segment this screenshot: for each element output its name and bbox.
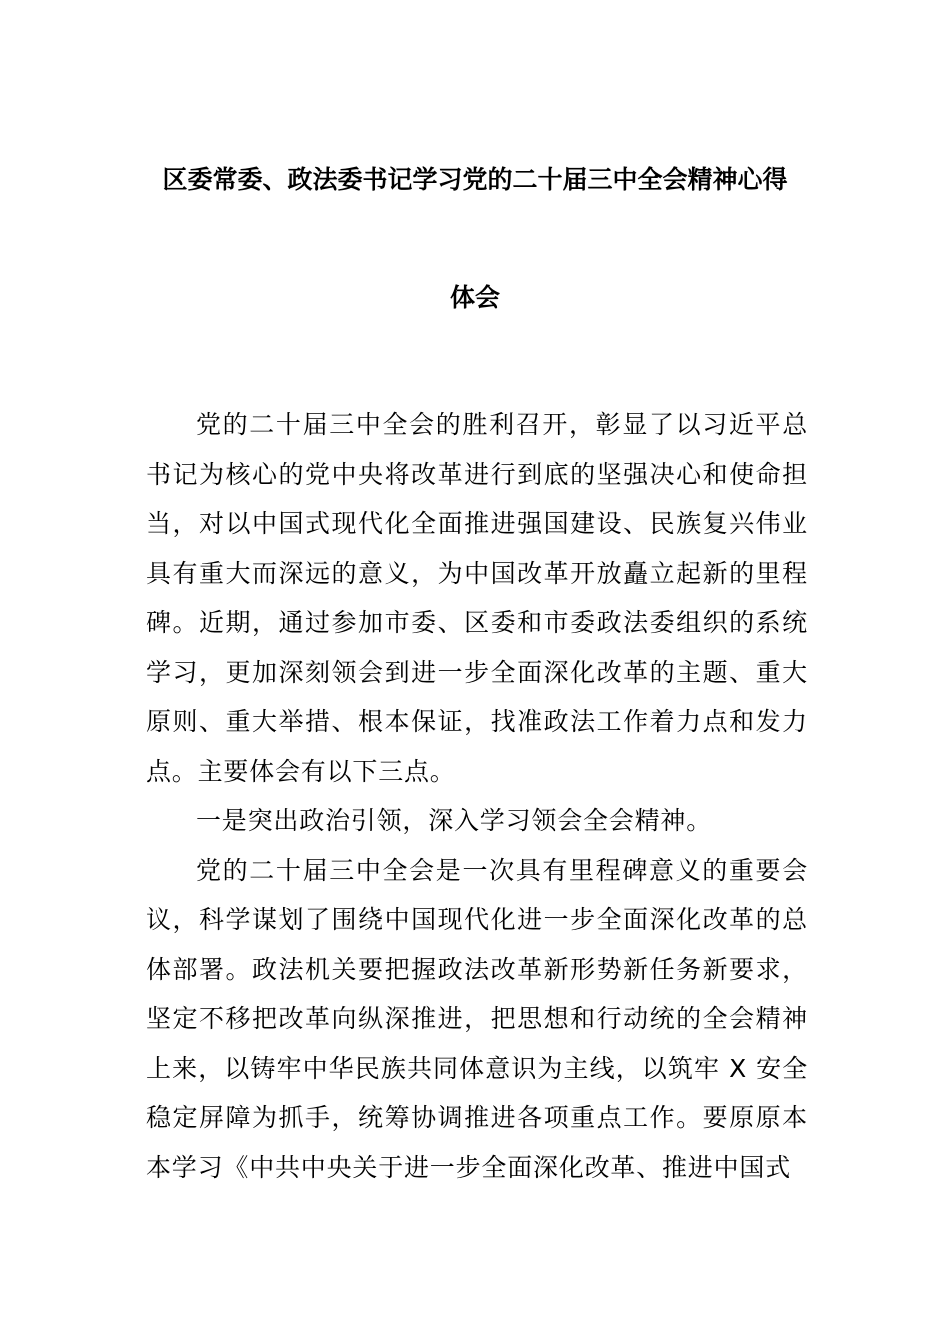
document-title-line-2: 体会: [449, 283, 500, 312]
paragraph-point-one-heading: 一是突出政治引领，深入学习领会全会精神。: [196, 806, 713, 835]
paragraph-point-one-body: 党的二十届三中全会是一次具有里程碑意义的重要会议，科学谋划了围绕中国现代化进一步全面深化改革的总体部署。政法机关要把握政法改革新形势新任务新要求，坚定不移把改革向纵深推进，把思想和行动统的全会精神上来，以铸牢中华民族共同体意识为主线，以筑牢 X 安全稳定屏障为抓手，统筹协调推进各项重点工作。要原原本本学习《中共中央关于进一步全面深化改革、推进中国式: [146, 855, 808, 1182]
paragraph-intro: 党的二十届三中全会的胜利召开，彰显了以习近平总书记为核心的党中央将改革进行到底的坚强决心和使命担当，对以中国式现代化全面推进强国建设、民族复兴伟业具有重大而深远的意义，为中国改革开放矗立起新的里程碑。近期，通过参加市委、区委和市委政法委组织的系统学习，更加深刻领会到进一步全面深化改革的主题、重大原则、重大举措、根本保证，找准政法工作着力点和发力点。主要体会有以下三点。: [146, 410, 808, 786]
document-title-line-1: 区委常委、政法委书记学习党的二十届三中全会精神心得: [162, 165, 788, 194]
document-body: [146, 400, 808, 1192]
